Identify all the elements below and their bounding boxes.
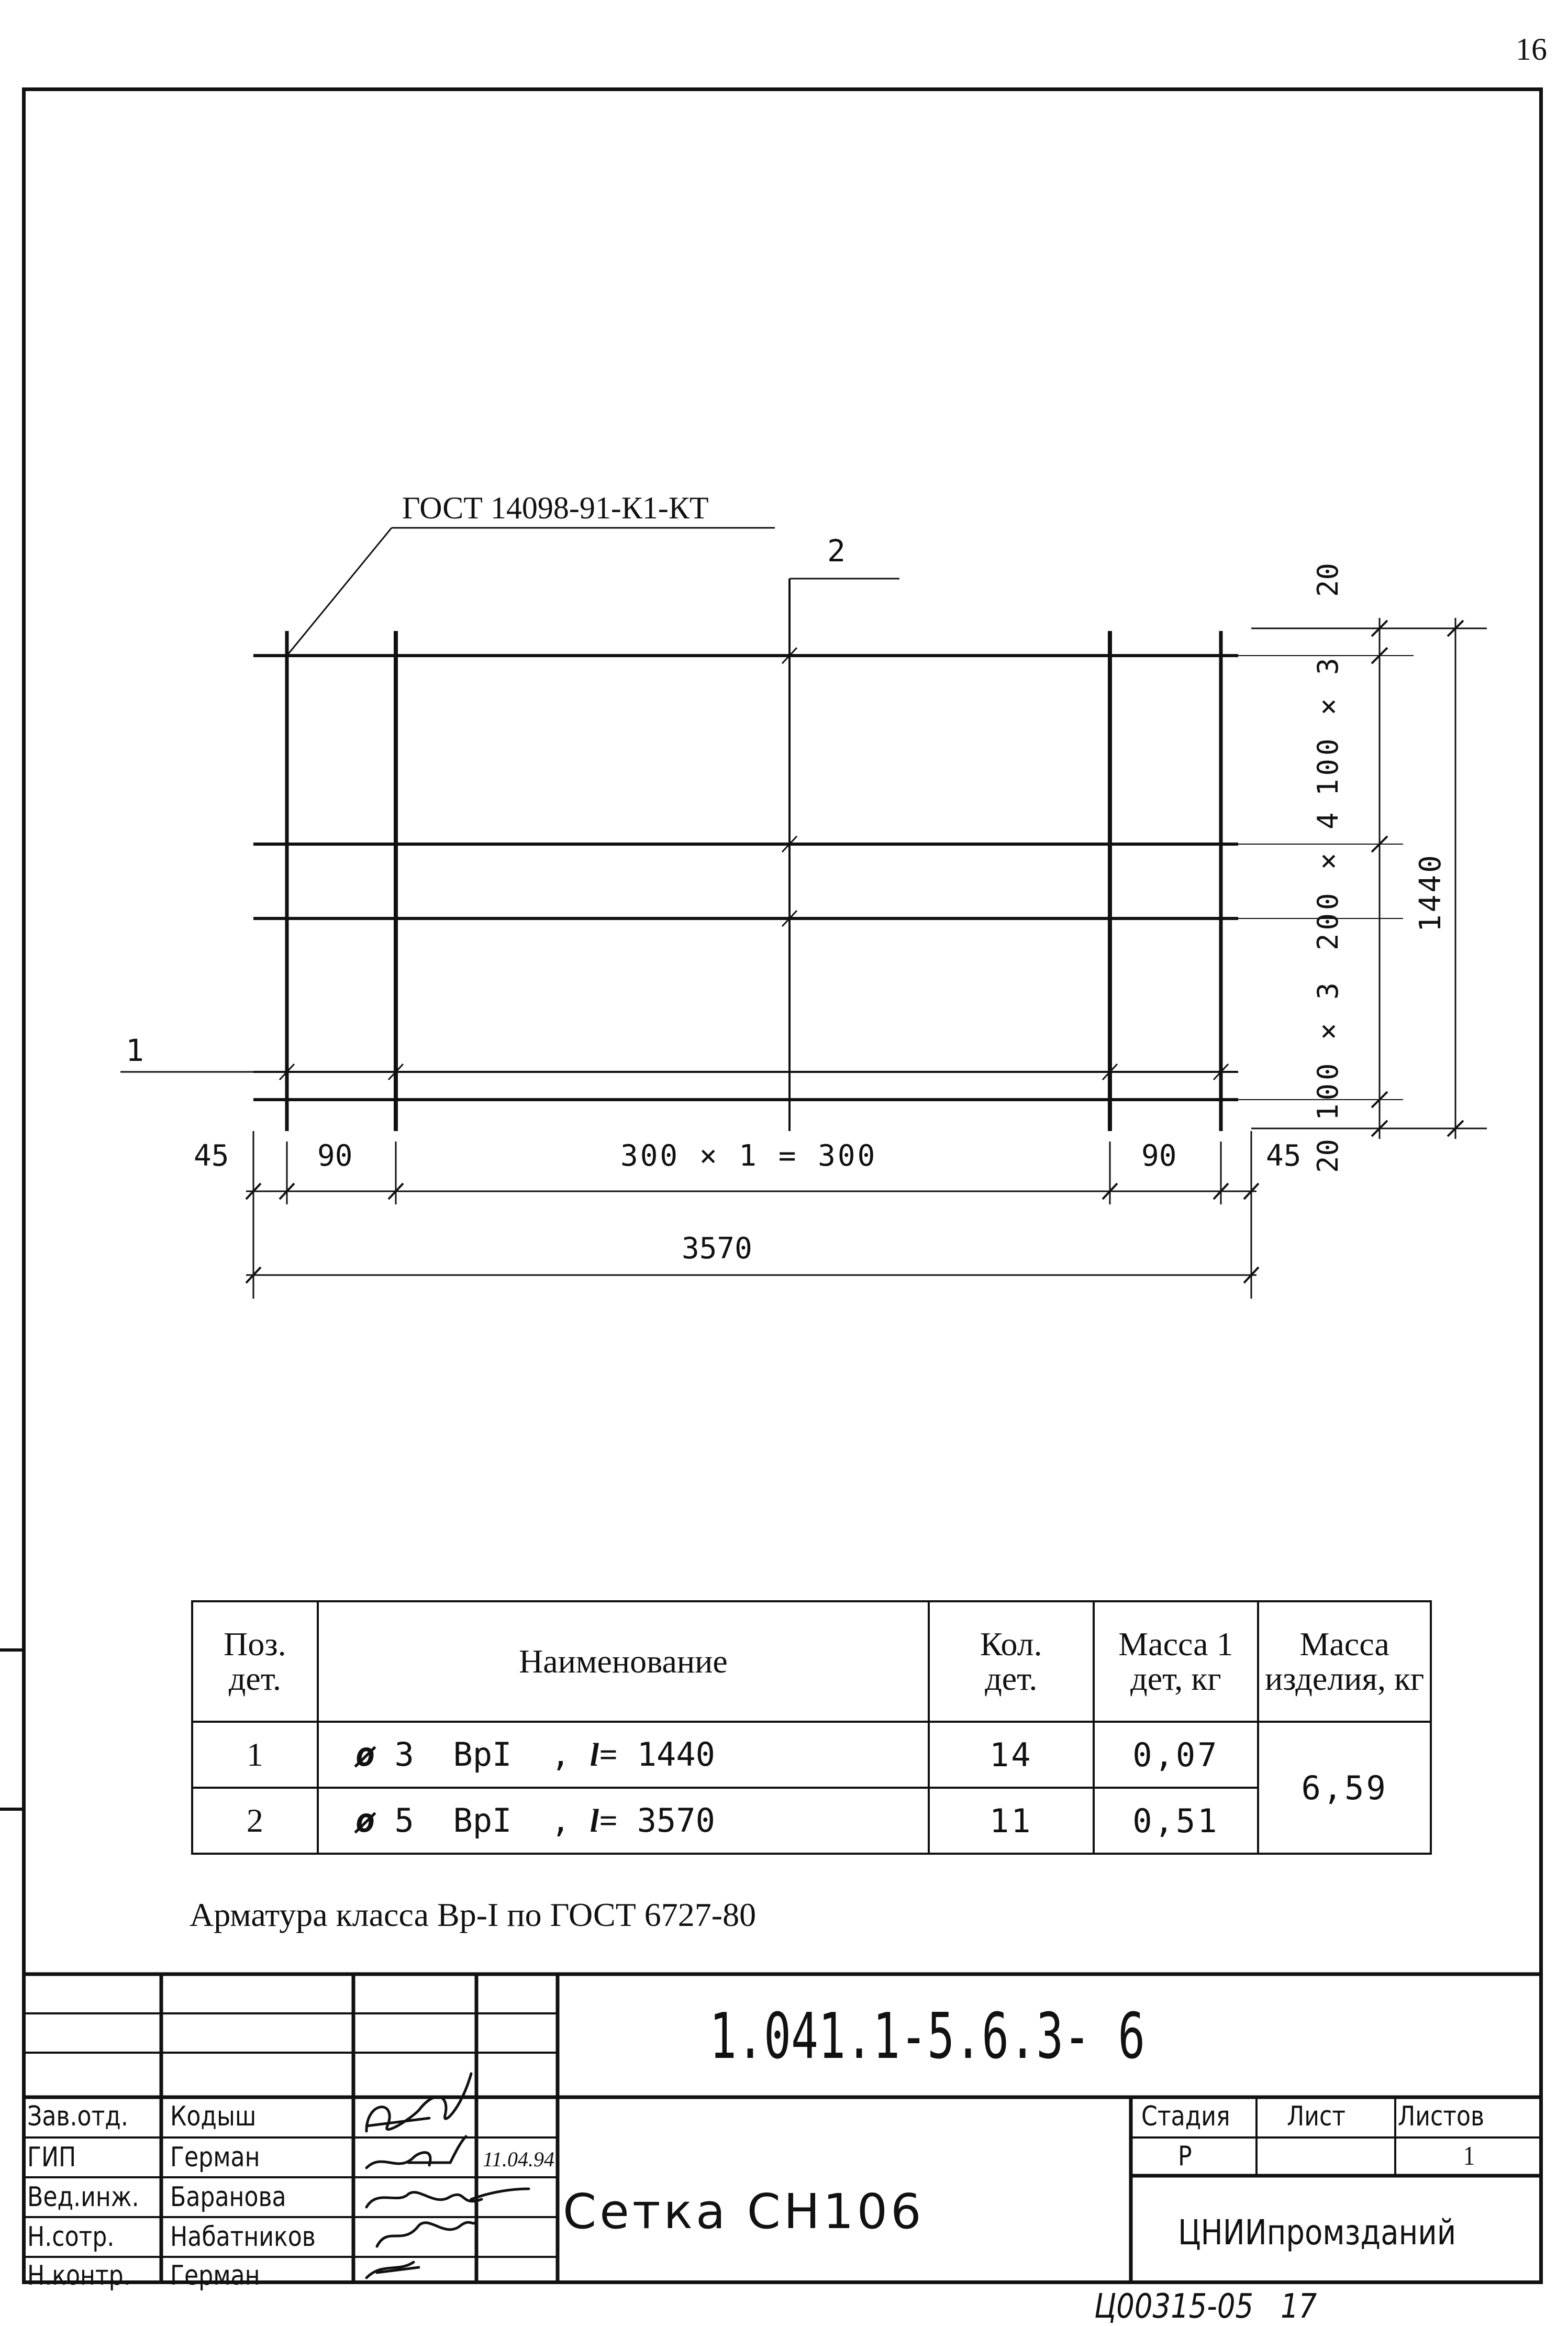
dim-total-width: 1440 xyxy=(1414,853,1448,932)
mass-product: 6,59 xyxy=(1258,1722,1431,1854)
diameter-icon: ø xyxy=(355,1735,375,1774)
dim-total-length: 3570 xyxy=(682,1232,752,1266)
row-length-symbol: l= xyxy=(590,1737,618,1773)
role-name: Баранова xyxy=(170,2181,286,2213)
row-name xyxy=(318,1788,929,1854)
header-mass-product: Масса изделия, кг xyxy=(1258,1601,1431,1722)
diameter-icon: ø xyxy=(355,1801,375,1840)
organization: ЦНИИпромзданий xyxy=(1178,2212,1456,2253)
header-mass-one: Масса 1 дет, кг xyxy=(1094,1601,1259,1722)
row-qty: 14 xyxy=(929,1722,1094,1788)
row-mass-one: 0,07 xyxy=(1094,1722,1259,1788)
dim-45-left: 45 xyxy=(194,1139,229,1173)
role-name: Кодыш xyxy=(170,2101,257,2132)
position-label-2: 2 xyxy=(827,533,846,569)
role-label: ГИП xyxy=(27,2142,76,2173)
stage-header: Стадия xyxy=(1141,2101,1230,2132)
dim-200x4: 200 × 4 xyxy=(1311,809,1344,950)
dim-90-right: 90 xyxy=(1141,1139,1177,1173)
handwritten-archive-number: Ц00315-05 17 xyxy=(1094,2287,1317,2326)
specification-table xyxy=(191,1600,1432,1855)
dim-100x3-bottom: 100 × 3 xyxy=(1311,979,1344,1121)
dim-20-bottom: 20 xyxy=(1311,1138,1344,1173)
role-name: Герман xyxy=(170,2260,260,2291)
header-pos: Поз. дет. xyxy=(192,1601,318,1722)
sheets-header: Листов xyxy=(1398,2101,1485,2132)
dim-45-right: 45 xyxy=(1266,1139,1302,1173)
dim-90-left: 90 xyxy=(317,1139,353,1173)
table-header-row xyxy=(192,1601,1431,1722)
header-name: Наименование xyxy=(318,1601,929,1722)
document-code: 1.041.1-5.6.3- 6 xyxy=(709,2000,1146,2073)
stage-value: Р xyxy=(1178,2141,1192,2172)
row-name-text: 5 ВрI , xyxy=(394,1801,571,1840)
role-label: Зав.отд. xyxy=(27,2101,128,2132)
role-name: Герман xyxy=(170,2142,260,2173)
table-row xyxy=(192,1722,1431,1788)
table-row xyxy=(192,1788,1431,1854)
row-pos: 2 xyxy=(192,1788,318,1854)
drawing-title: Сетка СН106 xyxy=(563,2184,925,2240)
row-mass-one: 0,51 xyxy=(1094,1788,1259,1854)
role-label: Н.контр. xyxy=(27,2260,131,2291)
row-name-text: 3 ВрI , xyxy=(394,1735,571,1774)
header-qty: Кол. дет. xyxy=(929,1601,1094,1722)
role-name: Набатников xyxy=(170,2221,316,2253)
reinforcement-note: Арматура класса Вр-I по ГОСТ 6727-80 xyxy=(190,1896,757,1933)
sheet-header: Лист xyxy=(1287,2101,1346,2132)
role-label: Н.сотр. xyxy=(27,2221,115,2253)
binding-tick-top xyxy=(0,1648,22,1652)
dim-100x3-top: 100 × 3 xyxy=(1311,655,1344,796)
row-length: 1440 xyxy=(637,1735,715,1774)
role-label: Вед.инж. xyxy=(27,2181,139,2213)
position-label-1: 1 xyxy=(126,1033,144,1068)
approval-date: 11.04.94 xyxy=(483,2147,555,2171)
row-length: 3570 xyxy=(637,1801,715,1840)
sheets-value: 1 xyxy=(1463,2141,1475,2171)
dim-middle: 300 × 1 = 300 xyxy=(620,1139,877,1173)
binding-tick-bottom xyxy=(0,1808,22,1811)
page-number: 16 xyxy=(1516,32,1547,67)
row-name xyxy=(318,1722,929,1788)
row-pos: 1 xyxy=(192,1722,318,1788)
row-length-symbol: l= xyxy=(590,1803,618,1839)
row-qty: 11 xyxy=(929,1788,1094,1854)
dim-20-top: 20 xyxy=(1311,562,1344,597)
gost-leader-label: ГОСТ 14098-91-К1-КТ xyxy=(402,491,709,525)
